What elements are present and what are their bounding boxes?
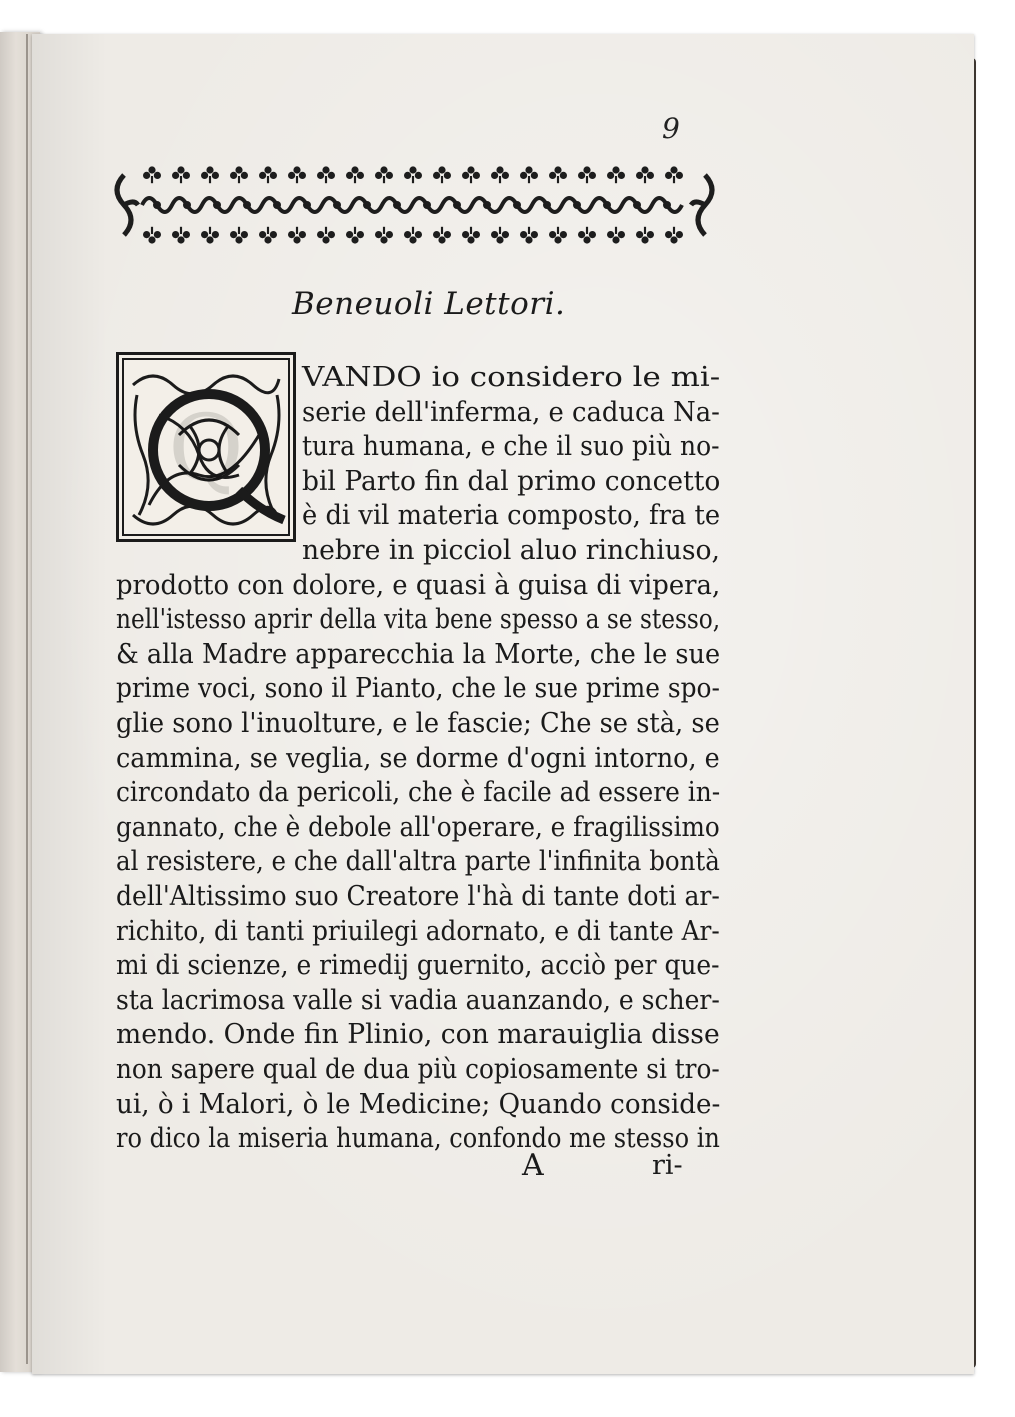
- text-line: al resistere, e che dall'altra parte l'infinita bontà: [116, 845, 720, 878]
- text-line: non sapere qual de dua più copiosamente si tro-: [116, 1053, 720, 1085]
- text-line: richito, di tanti priuilegi adornato, e di tante Ar-: [116, 914, 720, 947]
- text-line: prime voci, sono il Pianto, che le sue prime spo-: [116, 672, 720, 705]
- text-line: VANDO io considero le mi-: [302, 361, 721, 393]
- catchword: ri-: [652, 1150, 683, 1181]
- book: [0, 22, 985, 1392]
- text-line: sta lacrimosa valle si vadia auanzando, e scher-: [116, 983, 720, 1016]
- text-line: mi di scienze, e rimedij guernito, acciò per que-: [116, 949, 720, 982]
- text-line: tura humana, e che il suo più no-: [302, 430, 720, 463]
- text-line: prodotto con dolore, e quasi à guisa di vipera,: [116, 568, 721, 601]
- text-line: nebre in picciol aluo rinchiuso,: [302, 534, 720, 566]
- text-line: cammina, se veglia, se dorme d'ogni intorno, e: [116, 741, 720, 774]
- text-line: glie sono l'inuolture, e le fascie; Che se stà, se: [116, 707, 720, 739]
- text-line: circondato da pericoli, che è facile ad essere in-: [116, 776, 721, 809]
- text-line: ui, ò i Malori, ò le Medicine; Quando conside-: [116, 1087, 721, 1120]
- text-line: ro dico la miseria humana, confondo me stesso in: [116, 1122, 720, 1155]
- page-heading: Beneuoli Lettori.: [292, 286, 566, 322]
- text-line: gannato, che è debole all'operare, e fragilissimo: [116, 810, 720, 843]
- initial-letter: Q: [168, 395, 244, 502]
- text-line: è di vil materia composto, fra te: [302, 499, 721, 532]
- ornamental-headpiece: [112, 162, 717, 248]
- text-line: bil Parto fin dal primo concetto: [302, 464, 721, 497]
- text-line: nell'istesso aprir della vita bene spesso a se stesso,: [116, 603, 721, 636]
- signature-mark: A: [522, 1148, 544, 1183]
- text-line: mendo. Onde fin Plinio, con marauiglia disse: [116, 1018, 720, 1051]
- decorated-initial-q: [116, 352, 296, 542]
- page-number: 9: [662, 112, 680, 145]
- text-line: & alla Madre apparecchia la Morte, che le sue: [116, 637, 721, 670]
- gutter-line: [26, 34, 28, 1364]
- text-line: dell'Altissimo suo Creatore l'hà di tante doti ar-: [116, 880, 720, 912]
- text-line: serie dell'inferma, e caduca Na-: [302, 395, 720, 428]
- book-page: [32, 34, 974, 1374]
